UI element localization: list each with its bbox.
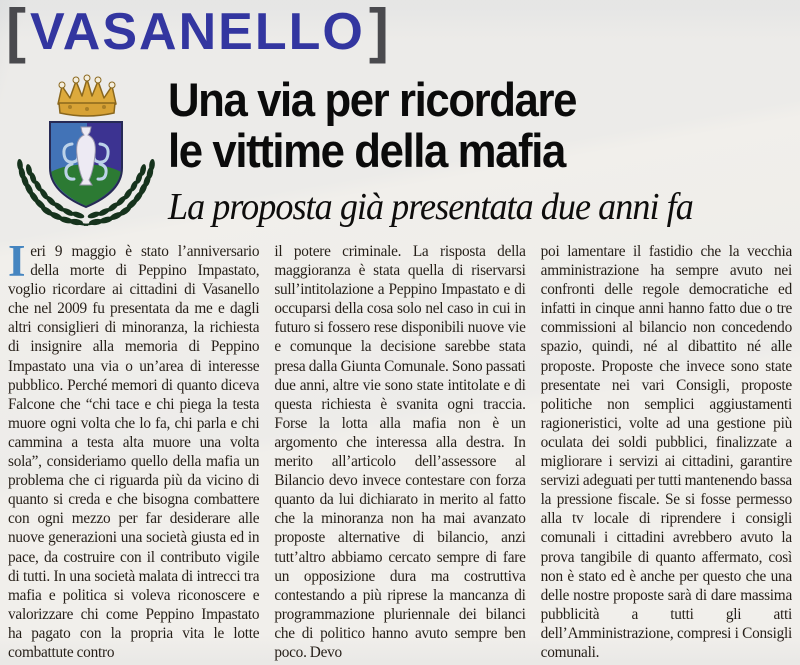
- section-title: VASANELLO: [29, 3, 365, 61]
- article-header: [8, 72, 792, 236]
- body-column-3-text: poi lamentare il fastidio che la vecchia amministrazione ha sempre avuto nei confronti delle regole democratiche ed infatti in cinque anni hanno fatto due o tre commissioni al bilancio non concedendo spazio, quindi, né al dibattito né alle proposte. Proposte che invece sono state presentate nei vari Consigli, proposte politiche non semplici aggiustamenti ragioneristici, volte ad una gestione più oculata dei soldi pubblici, finalizzate a migliorare i servizi ai cittadini, garantire servizi adeguati per tutti mantenendo bassa la pressione fiscale. Se si fosse permesso alla tv locale di riprendere i consigli comunali i cittadini avrebbero avuto la prova tangibile di quanto affermato, così non è stato ed è anche per questo che una delle nostre proposte sarà di dare massima pubblicità a tutti gli atti dell’Amministrazione, compresi i Consigli comunali.: [540, 243, 792, 661]
- headline-line-1: Una via per ricordare: [168, 73, 577, 126]
- headline-block: [168, 72, 720, 229]
- vasanello-coat-of-arms-icon: [8, 72, 164, 236]
- body-column-2: [274, 242, 525, 663]
- masthead-open-bracket-icon: [: [6, 0, 26, 64]
- headline: [168, 74, 682, 176]
- body-column-1-text: eri 9 maggio è stato l’anniversario della morte di Peppino Impastato, voglio ricordare ai cittadini di Vasanello che nel 2009 fu presentata da me e dagli altri consiglieri di minoranza, la richiesta di insignire alla memoria di Peppino Impastato una via o un’area di interesse pubblico. Perché memori di quanto diceva Falcone che “chi tace e chi piega la testa muore ogni volta che lo fa, chi parla e chi cammina a testa alta muore una volta sola”, consideriamo quello della mafia un problema che ci riguarda più da vicino di quanto si creda e che bisogna combattere con ogni mezzo per far desiderare alle nuove generazioni una società giusta ed in pace, da costruire con il contributo vigile di tutti. In una società malata di intrecci tra mafia e politica si voleva riconoscere e valorizzare chi come Peppino Impastato ha pagato con la propria vita le lotte combattute contro: [8, 243, 260, 661]
- subtitle: La proposta già presentata due anni fa: [168, 186, 693, 228]
- body-column-1: [8, 242, 259, 663]
- body-column-2-text: il potere criminale. La risposta della maggioranza è stata quella di riservarsi sull’intitolazione a Peppino Impastato e di occuparsi della cosa solo nel caso in cui in futuro si fossero rese disponibili nuove vie e comunque la decisione sarebbe stata presa dalla Giunta Comunale. Sono passati due anni, altre vie sono state intitolate e di questa richiesta è svanita ogni traccia. Forse la lotta alla mafia non è un argomento che interessa alla destra. In merito all’articolo dell’assessore al Bilancio devo invece contestare con forza quanto da lui dichiarato in merito al fatto che la minoranza non ha mai avanzato proposte alternative di bilancio, anzi tutt’altro abbiamo cercato sempre di fare un opposizione dura ma costruttiva contestando a più riprese la mancanza di programmazione pluriennale dei bilanci che di politico hanno avuto sempre ben poco. Devo: [274, 243, 526, 661]
- headline-line-2: le vittime della mafia: [168, 124, 565, 177]
- body-column-3: [541, 242, 792, 663]
- article-body: [8, 242, 792, 663]
- masthead-close-bracket-icon: ]: [368, 0, 389, 64]
- section-masthead: [6, 0, 389, 78]
- dropcap: I: [8, 242, 26, 286]
